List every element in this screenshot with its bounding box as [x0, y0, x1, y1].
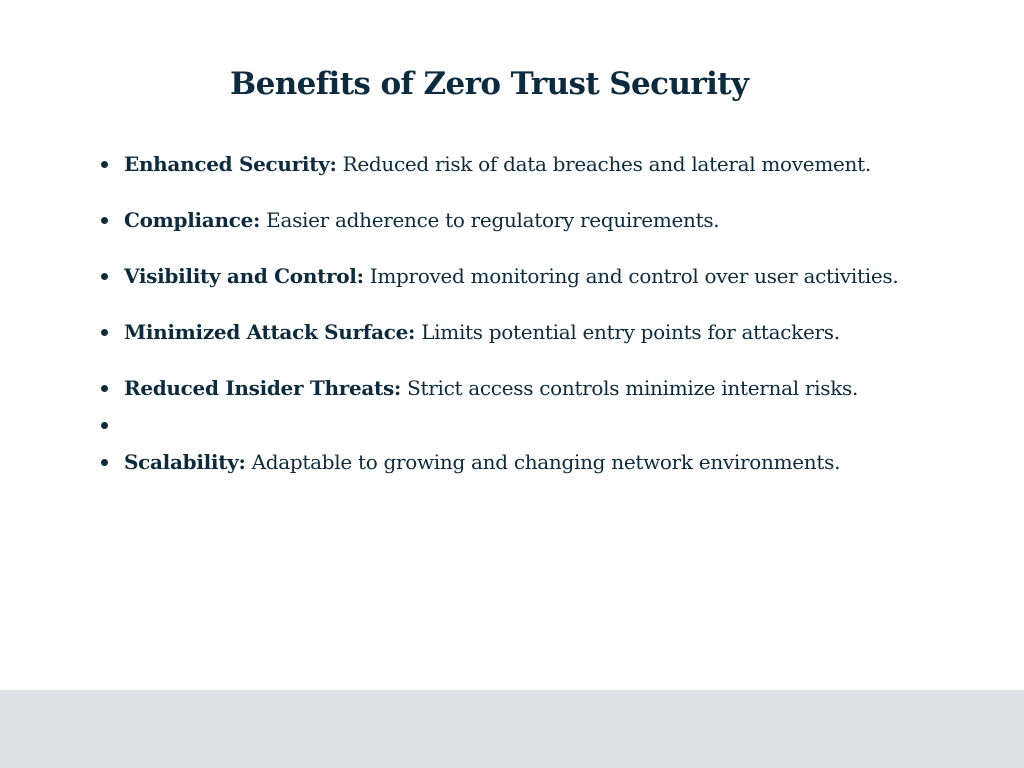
- bullet-item: [124, 318, 924, 346]
- bullet-list: [124, 150, 924, 476]
- footer-band: [0, 690, 1024, 768]
- bullet-label: Scalability:: [124, 450, 246, 474]
- bullet-item-empty: [124, 411, 924, 439]
- bullet-item: [124, 262, 924, 290]
- bullet-text: Strict access controls minimize internal risks.: [407, 376, 859, 400]
- bullet-text: Reduced risk of data breaches and lateral movement.: [342, 152, 871, 176]
- bullet-text: Limits potential entry points for attackers.: [421, 320, 840, 344]
- bullet-text: Adaptable to growing and changing network environments.: [251, 450, 841, 474]
- bullet-label: Enhanced Security:: [124, 152, 337, 176]
- bullet-item: [124, 374, 924, 402]
- bullet-item: [124, 206, 924, 234]
- bullet-label: Visibility and Control:: [124, 264, 364, 288]
- bullet-label: Minimized Attack Surface:: [124, 320, 416, 344]
- bullet-text: Improved monitoring and control over user activities.: [369, 264, 899, 288]
- bullet-text: Easier adherence to regulatory requirements.: [266, 208, 720, 232]
- bullet-item: [124, 448, 924, 476]
- bullet-label: Compliance:: [124, 208, 261, 232]
- bullet-item: [124, 150, 924, 178]
- bullet-label: Reduced Insider Threats:: [124, 376, 402, 400]
- slide-title: Benefits of Zero Trust Security: [230, 66, 749, 102]
